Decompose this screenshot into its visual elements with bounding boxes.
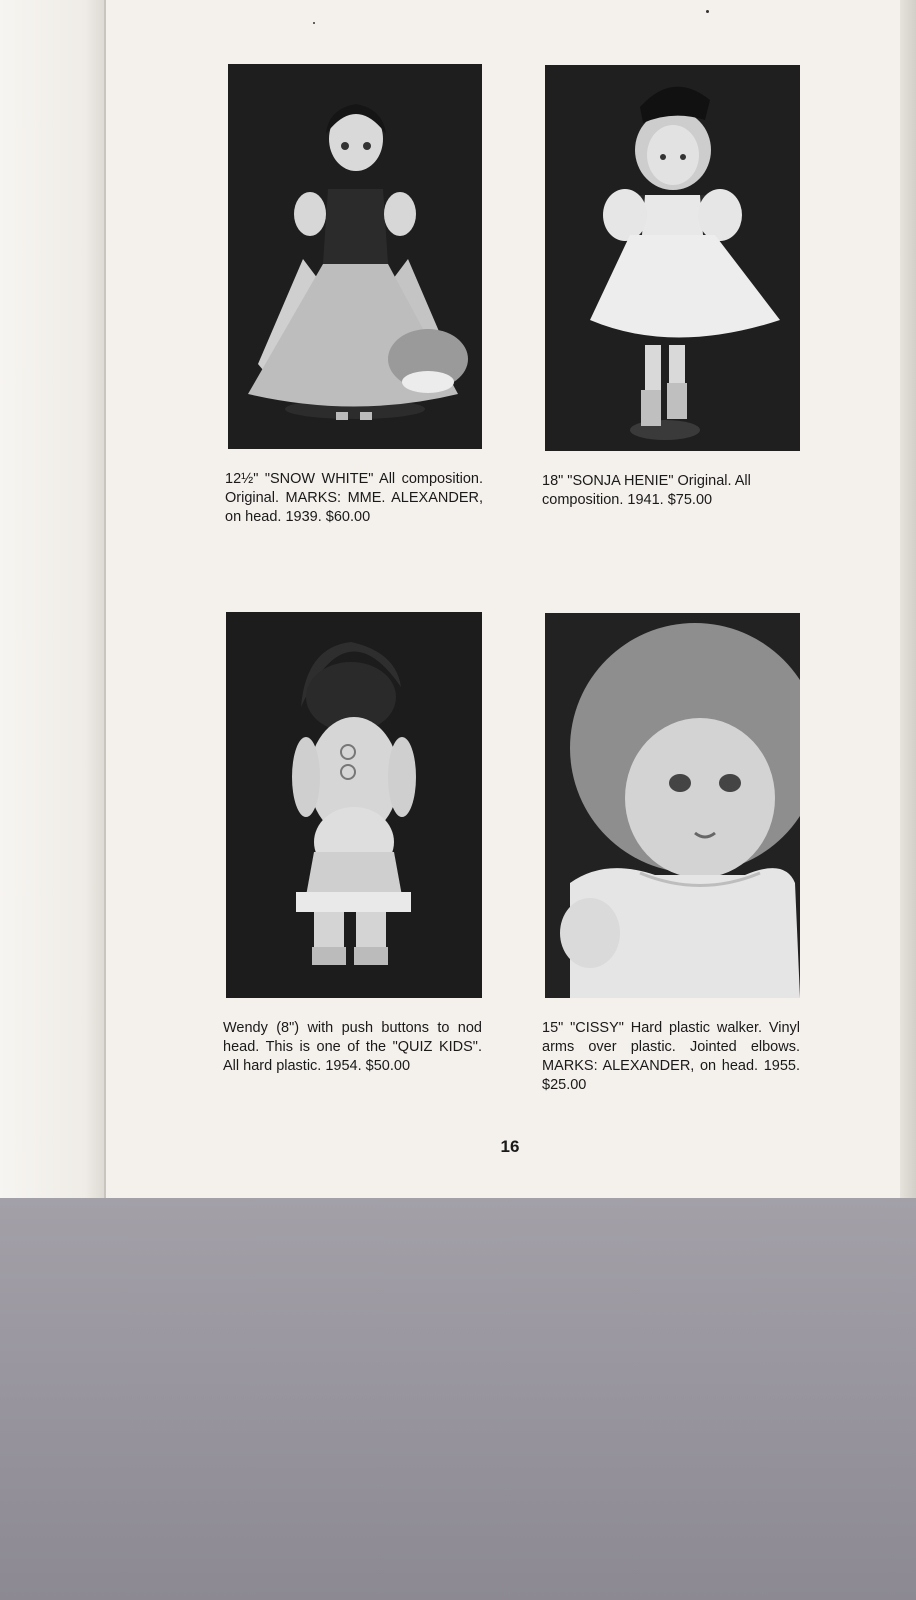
speck [313, 22, 315, 24]
wendy-photo [226, 612, 482, 998]
cissy-photo [545, 613, 800, 998]
speck [706, 10, 709, 13]
page-right-edge [900, 0, 916, 1198]
page-number: 16 [500, 1137, 520, 1156]
wendy-caption: Wendy (8") with push buttons to nod head. This is one of the "QUIZ KIDS". All hard plastic. 1954. $50.00 [223, 1020, 482, 1074]
facing-page-edge [0, 0, 106, 1198]
sonja-henie-photo [545, 65, 800, 451]
scanner-background [0, 1195, 916, 1600]
page-gutter [104, 0, 106, 1198]
cissy-caption: 15" "CISSY" Hard plastic walker. Vinyl arms over plastic. Jointed elbows. MARKS: ALEXANDER, on head. 1955. $25.00 [542, 1020, 800, 1093]
snow-white-caption: 12½" "SNOW WHITE" All composition. Original. MARKS: MME. ALEXANDER, on head. 1939. $60.00 [225, 471, 483, 525]
sonja-henie-caption: 18" "SONJA HENIE" Original. All composition. 1941. $75.00 [542, 473, 751, 508]
snow-white-photo [228, 64, 482, 449]
